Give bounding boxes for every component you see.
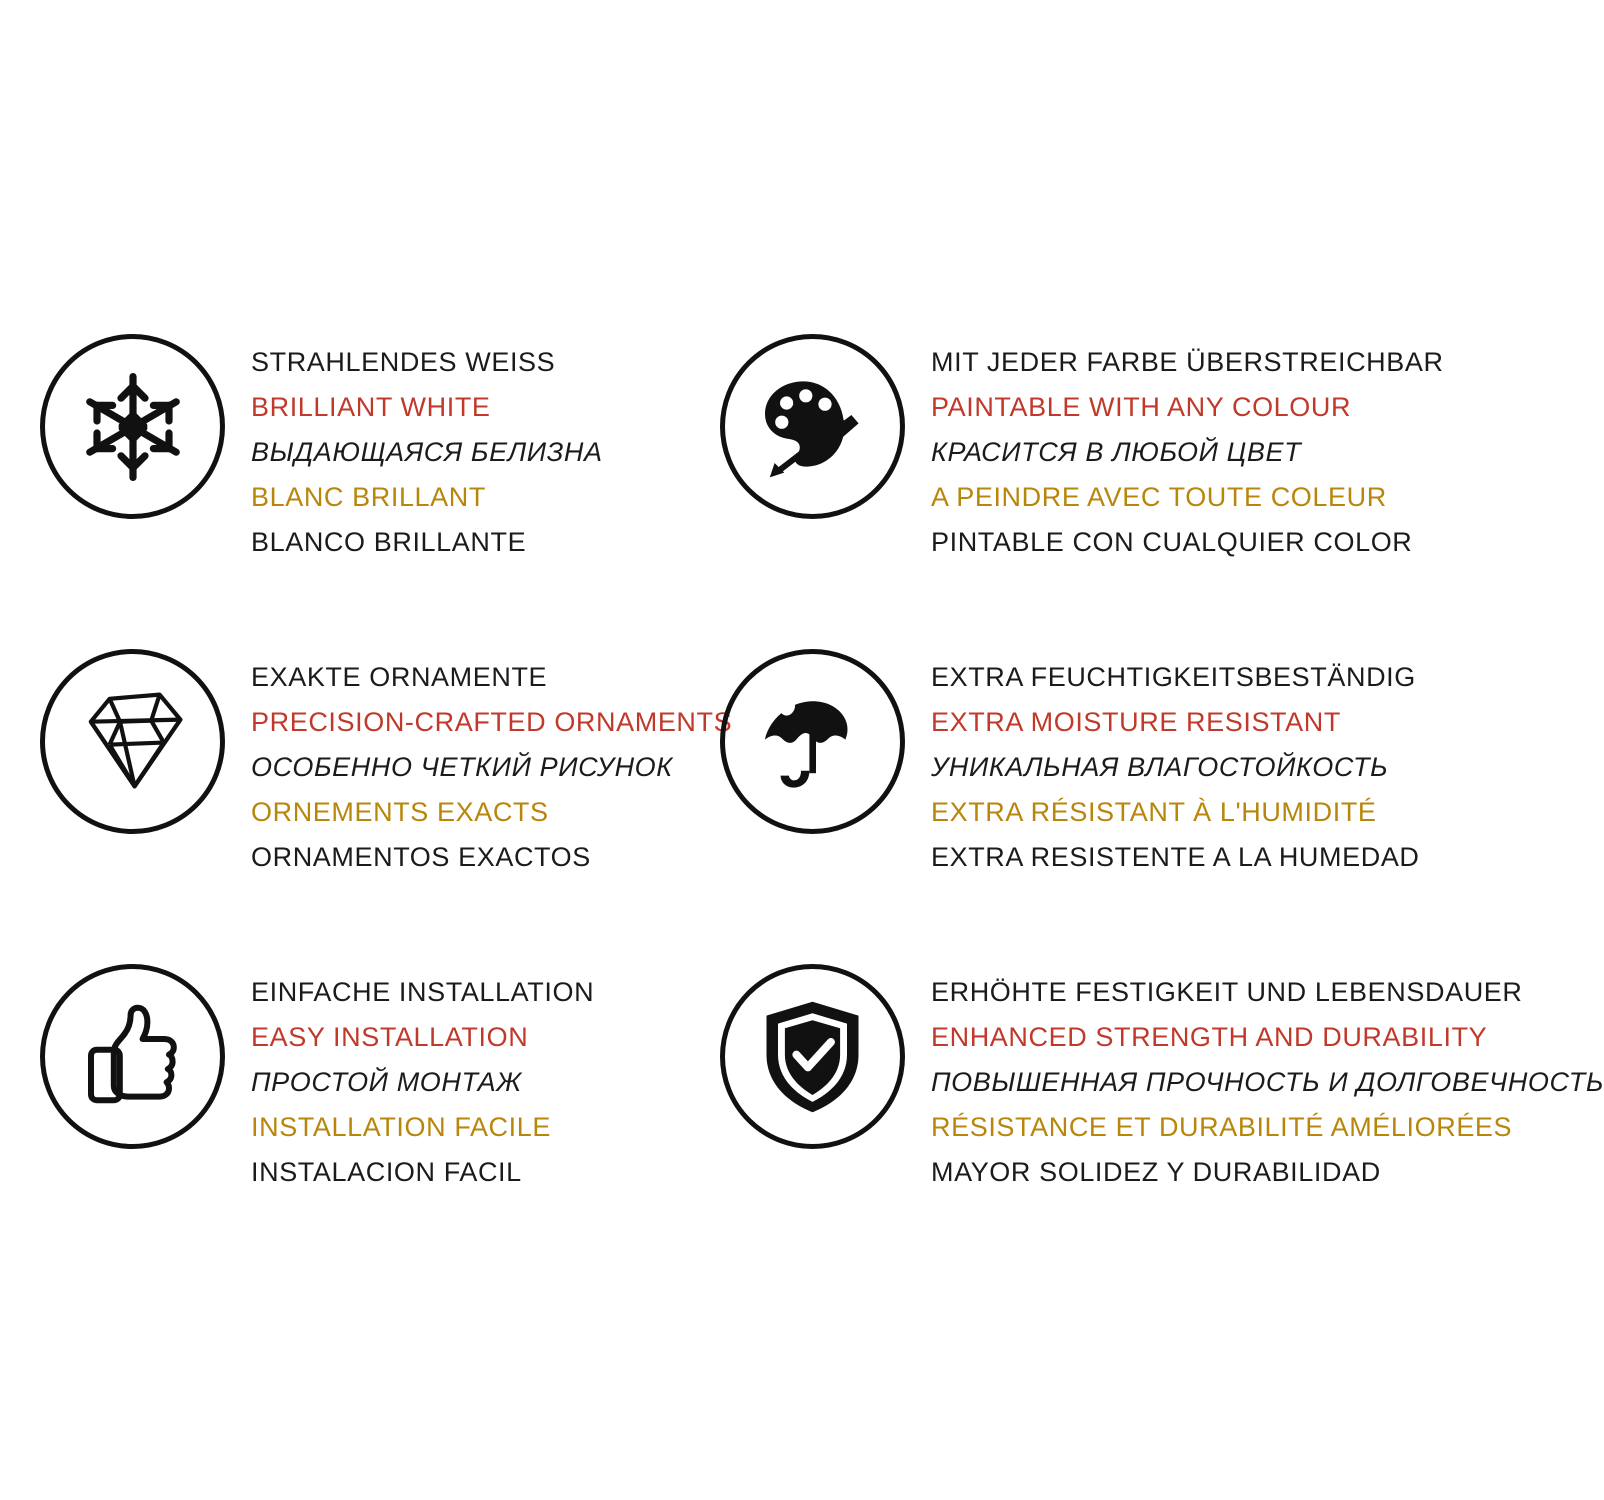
label-fr: A PEINDRE AVEC TOUTE COLEUR: [931, 482, 1387, 512]
label-de: EXTRA FEUCHTIGKEITSBESTÄNDIG: [931, 662, 1416, 692]
label-es: BLANCO BRILLANTE: [251, 527, 527, 557]
feature-labels: [251, 330, 603, 565]
label-de: STRAHLENDES WEISS: [251, 347, 556, 377]
label-es: ORNAMENTOS EXACTOS: [251, 842, 591, 872]
feature-labels: [251, 645, 732, 880]
shield-check-icon: [720, 964, 905, 1149]
label-de: MIT JEDER FARBE ÜBERSTREICHBAR: [931, 347, 1444, 377]
label-fr: BLANC BRILLANT: [251, 482, 486, 512]
label-ru: ПОВЫШЕННАЯ ПРОЧНОСТЬ И ДОЛГОВЕЧНОСТЬ: [931, 1067, 1604, 1097]
label-ru: ОСОБЕННО ЧЕТКИЙ РИСУНОК: [251, 752, 673, 782]
label-en: PRECISION-CRAFTED ORNAMENTS: [251, 707, 733, 737]
feature-strength-durability: [720, 960, 1604, 1195]
snowflake-icon: [40, 334, 225, 519]
feature-labels: [251, 960, 594, 1195]
label-fr: ORNEMENTS EXACTS: [251, 797, 549, 827]
feature-labels: [931, 960, 1604, 1195]
label-en: EASY INSTALLATION: [251, 1022, 529, 1052]
paint-palette-icon: [720, 334, 905, 519]
feature-brilliant-white: [40, 330, 690, 565]
label-fr: INSTALLATION FACILE: [251, 1112, 551, 1142]
label-ru: ПРОСТОЙ МОНТАЖ: [251, 1067, 522, 1097]
label-fr: RÉSISTANCE ET DURABILITÉ AMÉLIORÉES: [931, 1112, 1513, 1142]
label-es: INSTALACION FACIL: [251, 1157, 522, 1187]
label-de: ERHÖHTE FESTIGKEIT UND LEBENSDAUER: [931, 977, 1523, 1007]
thumbs-up-icon: [40, 964, 225, 1149]
umbrella-icon: [720, 649, 905, 834]
label-en: BRILLIANT WHITE: [251, 392, 491, 422]
label-fr: EXTRA RÉSISTANT À L'HUMIDITÉ: [931, 797, 1377, 827]
label-es: MAYOR SOLIDEZ Y DURABILIDAD: [931, 1157, 1381, 1187]
feature-easy-installation: [40, 960, 690, 1195]
label-es: PINTABLE CON CUALQUIER COLOR: [931, 527, 1413, 557]
label-ru: КРАСИТСЯ В ЛЮБОЙ ЦВЕТ: [931, 437, 1302, 467]
feature-labels: [931, 330, 1444, 565]
label-en: ENHANCED STRENGTH AND DURABILITY: [931, 1022, 1488, 1052]
label-de: EINFACHE INSTALLATION: [251, 977, 595, 1007]
feature-precision-ornaments: [40, 645, 733, 880]
feature-moisture-resistant: [720, 645, 1490, 880]
label-en: EXTRA MOISTURE RESISTANT: [931, 707, 1341, 737]
label-ru: ВЫДАЮЩАЯСЯ БЕЛИЗНА: [251, 437, 603, 467]
label-es: EXTRA RESISTENTE A LA HUMEDAD: [931, 842, 1420, 872]
label-ru: УНИКАЛЬНАЯ ВЛАГОСТОЙКОСТЬ: [931, 752, 1389, 782]
label-de: EXAKTE ORNAMENTE: [251, 662, 548, 692]
diamond-icon: [40, 649, 225, 834]
label-en: PAINTABLE WITH ANY COLOUR: [931, 392, 1352, 422]
feature-grid: [0, 330, 1604, 1195]
feature-labels: [931, 645, 1420, 880]
feature-paintable: [720, 330, 1490, 565]
